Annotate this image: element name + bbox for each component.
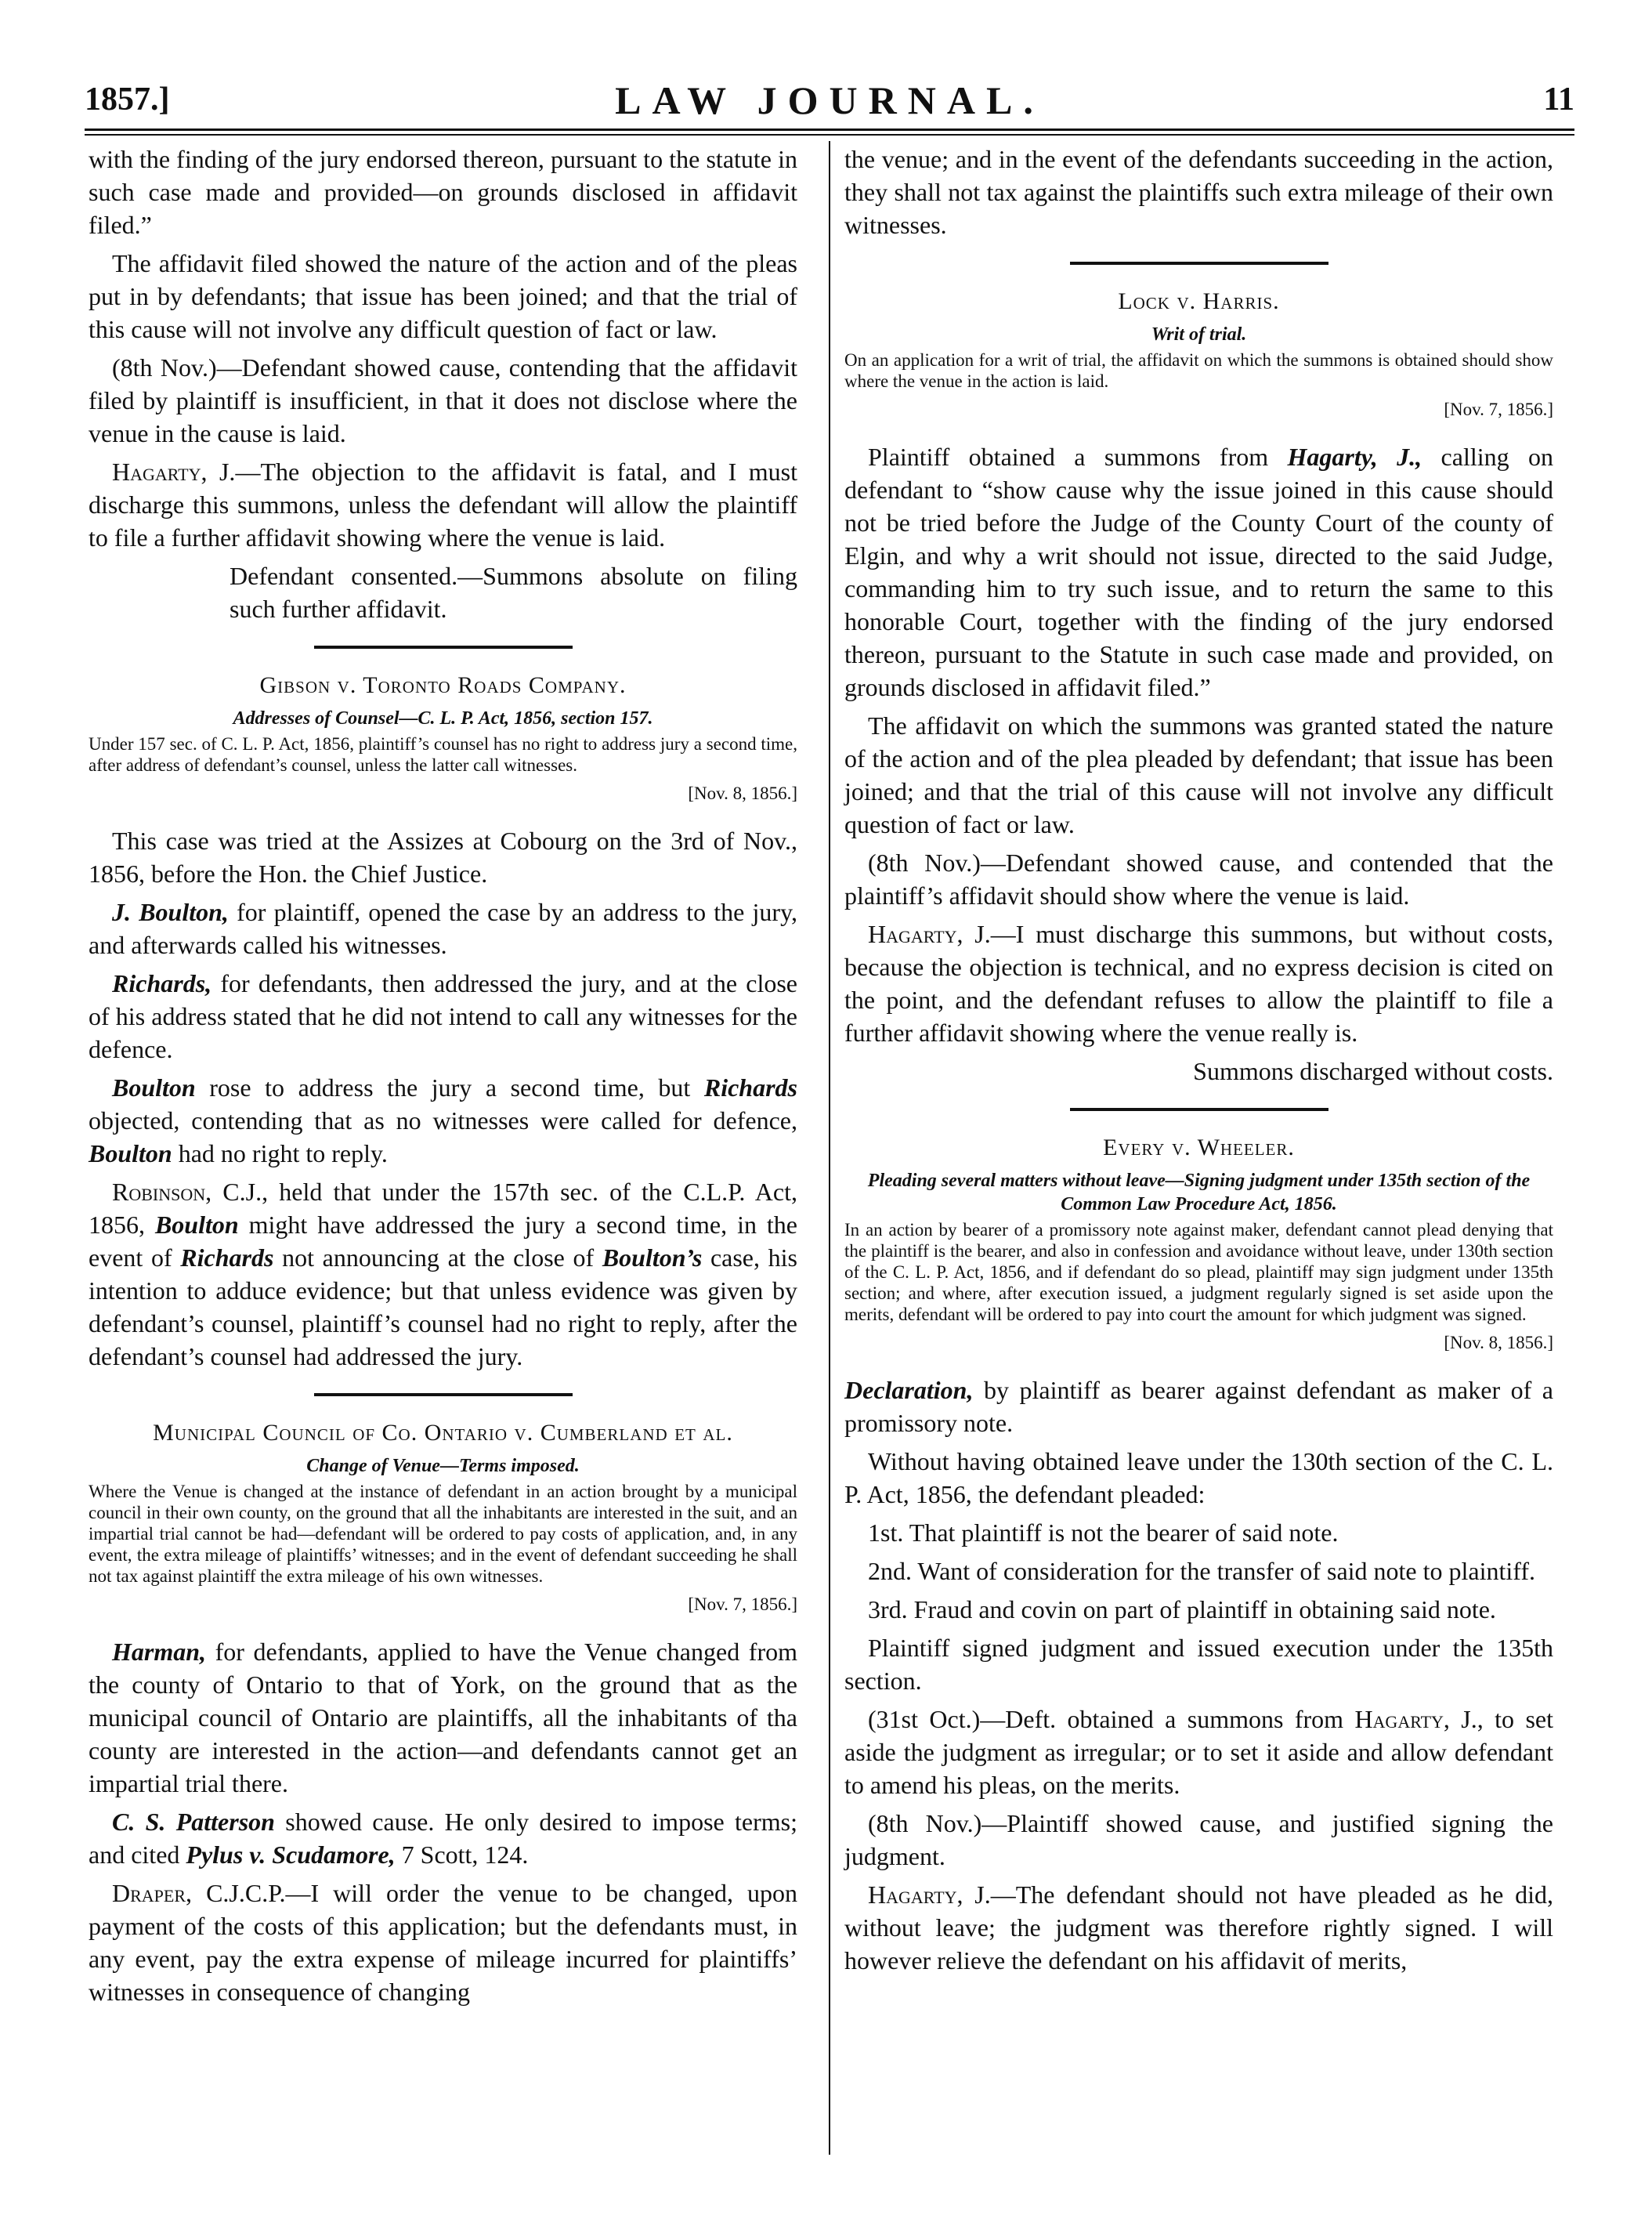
paragraph: with the finding of the jury endorsed thereon, pursuant to the statute in such case made and provided—on grounds disclosed in affidavit filed.” — [89, 145, 797, 239]
paragraph: 3rd. Fraud and covin on part of plaintiff in obtaining said note. — [868, 1595, 1496, 1623]
section-separator — [314, 1393, 573, 1396]
paragraph: Without having obtained leave under the 130th section of the C. L. P. Act, 1856, the defendant pleaded: — [844, 1447, 1553, 1508]
paragraph — [844, 1374, 1553, 1439]
section-separator — [314, 646, 573, 649]
case-title: Gibson v. Toronto Roads Company. — [259, 672, 627, 698]
paragraph — [844, 440, 1553, 704]
paragraph — [89, 1877, 797, 2008]
case-headnote: On an application for a writ of trial, the affidavit on which the summons is obtained should show where the venue in the action is laid. — [844, 350, 1553, 391]
counsel-name: J. Boulton, — [112, 898, 229, 926]
paragraph-text: showed cause. He only desired to impose terms; and cited — [89, 1808, 798, 1869]
order-line: Summons discharged without costs. — [1193, 1057, 1553, 1085]
paragraph: 1st. That plaintiff is not the bearer of said note. — [868, 1518, 1339, 1547]
left-column — [89, 143, 797, 2014]
paragraph-text: objected, contending that as no witnesses were called for defence, — [89, 1106, 797, 1135]
case-subtitle: Pleading several matters without leave—Signing judgment under 135th section of the Common Law Procedure Act, 1856. — [867, 1171, 1531, 1214]
paragraph — [89, 896, 797, 961]
paragraph — [89, 1175, 797, 1373]
judge-name: Hagarty, J. — [112, 458, 236, 486]
counsel-name: Boulton — [89, 1139, 172, 1167]
counsel-name: C. S. Patterson — [112, 1808, 275, 1836]
judge-name: Robinson, C.J., — [112, 1178, 269, 1206]
case-title: Municipal Council of Co. Ontario v. Cumberland et al. — [153, 1420, 733, 1446]
paragraph: Plaintiff signed judgment and issued execution under the 135th section. — [844, 1634, 1553, 1695]
case-title: Every v. Wheeler. — [1103, 1135, 1295, 1160]
paragraph — [844, 1878, 1553, 1977]
paragraph-text: —I must discharge this summons, but without costs, because the objection is technical, and no express decision is cited on the point, and the defendant refuses to allow the plaintiff to file a further affidavit showing where the venue really is. — [844, 920, 1554, 1047]
case-date: [Nov. 8, 1856.] — [1444, 1333, 1553, 1352]
section-separator — [1070, 1108, 1328, 1111]
paragraph: The affidavit on which the summons was granted stated the nature of the action and of the plea pleaded by defendant; that issue has been joined; and that the trial of this cause will not involve any difficult question of fact or law. — [844, 711, 1553, 838]
paragraph-text: for defendants, applied to have the Venue changed from the county of Ontario to that of York, on the ground that as the municipal council of Ontario are plaintiffs, all the inhabitants of tha county are interested in the action—and defendants cannot get an impartial trial there. — [89, 1638, 797, 1797]
paragraph-text: —The defendant should not have pleaded as he did, without leave; the judgment was therefore rightly signed. I will however relieve the defendant on his affidavit of merits, — [844, 1880, 1554, 1974]
case-date: [Nov. 8, 1856.] — [688, 784, 797, 803]
header-rule — [85, 128, 1574, 136]
case-citation: Pylus v. Scudamore, — [186, 1841, 396, 1869]
paragraph: The affidavit filed showed the nature of the action and of the pleas put in by defendants; that issue has been joined; and that the trial of this cause will not involve any difficult question of fact or law. — [89, 249, 797, 343]
paragraph-text: —The objection to the affidavit is fatal, and I must discharge this summons, unless the defendant will allow the plaintiff to file a further affidavit showing where the venue is laid. — [89, 458, 798, 552]
counsel-name: Richards — [703, 1073, 797, 1102]
paragraph: This case was tried at the Assizes at Cobourg on the 3rd of Nov., 1856, before the Hon. the Chief Justice. — [89, 827, 797, 888]
paragraph — [844, 918, 1553, 1049]
paragraph: (8th Nov.)—Defendant showed cause, and contended that the plaintiff’s affidavit should show where the venue is laid. — [844, 849, 1553, 910]
paragraph: 2nd. Want of consideration for the transfer of said note to plaintiff. — [868, 1557, 1536, 1585]
paragraph-text: Plaintiff obtained a summons from — [868, 443, 1288, 471]
judge-name: Hagarty, J., — [1354, 1705, 1484, 1733]
paragraph-text: had no right to reply. — [172, 1139, 388, 1167]
case-headnote: Where the Venue is changed at the instance of defendant in an action brought by a municipal council in their own county, on the ground that all the inhabitants are interested in the suit, and an impartial trial cannot be had—defendant will be ordered to pay costs of application, and, in any event, the extra mileage of plaintiffs’ witnesses; and in the event of defendant succeeding he shall not tax against plaintiff the extra mileage of his own witnesses. — [89, 1482, 797, 1586]
counsel-name: Boulton — [154, 1211, 239, 1239]
counsel-name: Harman, — [112, 1638, 207, 1666]
paragraph-text: for defendants, then addressed the jury, and at the close of his address stated that he did not intend to call any witnesses for the defence. — [89, 969, 797, 1063]
right-column — [844, 143, 1553, 1982]
counsel-name: Richards — [180, 1243, 274, 1272]
paragraph-text: case, his intention to adduce evidence; but that unless evidence was given by defendant’s counsel, plaintiff’s counsel had no right to reply, after the defendant’s counsel had addressed the jury. — [89, 1243, 798, 1370]
judge-name: Hagarty, J., — [1287, 443, 1422, 471]
paragraph-text: —I will order the venue to be changed, upon payment of the costs of this application; but the defendants must, in any event, pay the extra expense of mileage incurred for plaintiffs’ witnesses in consequence of changing — [89, 1879, 797, 2006]
judge-name: Draper, C.J.C.P. — [112, 1879, 286, 1907]
paragraph — [89, 967, 797, 1066]
counsel-name: Richards, — [112, 969, 212, 997]
paragraph-text: (31st Oct.)—Deft. obtained a summons from — [868, 1705, 1355, 1733]
paragraph — [89, 455, 797, 554]
paragraph-text: for plaintiff, opened the case by an address to the jury, and afterwards called his witnesses. — [89, 898, 798, 959]
header-title: LAW JOURNAL. — [615, 78, 1044, 122]
judge-name: Hagarty, J. — [868, 920, 991, 948]
counsel-name: Boulton — [112, 1073, 196, 1102]
paragraph-text: calling on defendant to “show cause why the issue joined in this cause should not be tried before the Judge of the County Court of the county of Elgin, and why a writ should not issue, directed to the said Judge, commanding him to try such issue, and to return the same to this honorable Court, together with the finding of the jury endorsed thereon, pursuant to the Statute in such case made and provided, on grounds disclosed in affidavit filed.” — [844, 443, 1554, 701]
column-divider — [829, 141, 830, 2155]
paragraph — [89, 1071, 797, 1170]
case-date: [Nov. 7, 1856.] — [1444, 400, 1553, 419]
order-line: Defendant consented.—Summons absolute on filing such further affidavit. — [230, 562, 797, 623]
case-subtitle: Change of Venue—Terms imposed. — [306, 1456, 580, 1476]
paragraph-text: held that under the 157th sec. of the C.L.P. Act, 1856, — [89, 1178, 797, 1239]
counsel-name: Boulton’s — [602, 1243, 703, 1272]
paragraph-text: to set aside the judgment as irregular; or to set it aside and allow defendant to amend his pleas, on the merits. — [844, 1705, 1553, 1799]
paragraph — [89, 1805, 797, 1871]
case-subtitle: Addresses of Counsel—C. L. P. Act, 1856, section 157. — [233, 708, 653, 729]
paragraph-text: not announcing at the close of — [273, 1243, 602, 1272]
running-header — [85, 74, 1574, 129]
paragraph-text: by plaintiff as bearer against defendant as maker of a promissory note. — [844, 1376, 1553, 1437]
pleading-term: Declaration, — [844, 1376, 974, 1404]
paragraph-text: 7 Scott, 124. — [395, 1841, 529, 1869]
case-subtitle: Writ of trial. — [1151, 324, 1247, 345]
paragraph-text: might have addressed the jury a second time, in the event of — [89, 1211, 798, 1272]
case-headnote: In an action by bearer of a promissory note against maker, defendant cannot plead denying that the plaintiff is the bearer, and also in confession and avoidance without leave, under 130th section of the C. L. P. Act, 1856, and if defendant do so plead, plaintiff may sign judgment under 135th section; and where, after execution issued, a judgment regularly signed is set aside upon the merits, defendant will be ordered to pay into court the amount for which judgment was signed. — [844, 1220, 1553, 1324]
case-headnote: Under 157 sec. of C. L. P. Act, 1856, plaintiff’s counsel has no right to address jury a second time, after address of defendant’s counsel, unless the latter call witnesses. — [89, 734, 797, 775]
header-page-number: 11 — [1543, 81, 1574, 118]
section-separator — [1070, 262, 1328, 265]
paragraph: (8th Nov.)—Defendant showed cause, contending that the affidavit filed by plaintiff is insufficient, in that it does not disclose where the venue in the cause is laid. — [89, 353, 797, 447]
paragraph — [89, 1635, 797, 1800]
paragraph-text: rose to address the jury a second time, but — [195, 1073, 704, 1102]
judge-name: Hagarty, J. — [868, 1880, 991, 1909]
case-title: Lock v. Harris. — [1118, 288, 1280, 314]
case-date: [Nov. 7, 1856.] — [688, 1594, 797, 1614]
paragraph — [844, 1703, 1553, 1801]
paragraph: the venue; and in the event of the defendants succeeding in the action, they shall not tax against the plaintiffs such extra mileage of their own witnesses. — [844, 145, 1553, 239]
paragraph: (8th Nov.)—Plaintiff showed cause, and justified signing the judgment. — [844, 1809, 1553, 1870]
header-year: 1857.] — [85, 81, 170, 118]
